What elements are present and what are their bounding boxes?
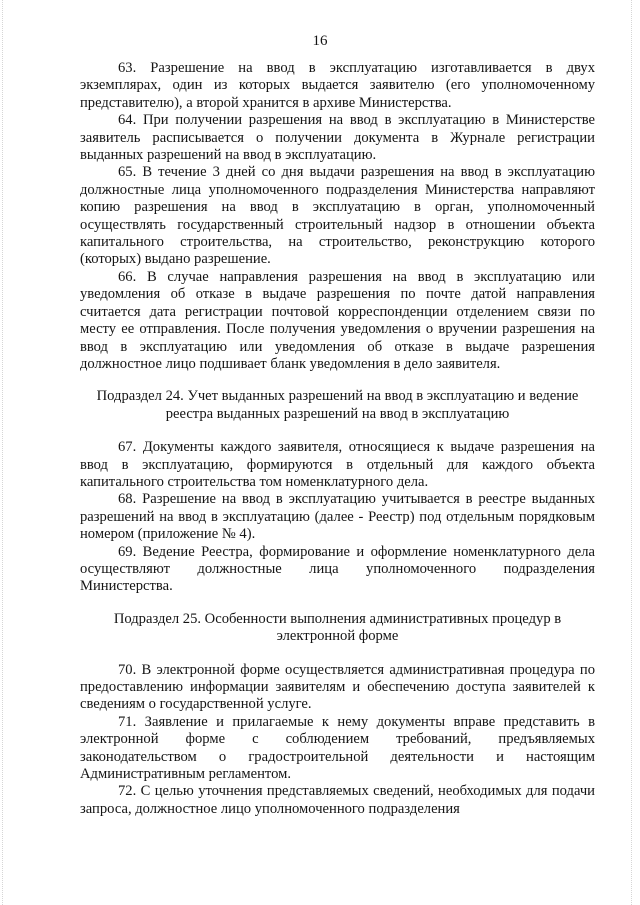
scan-edge-right xyxy=(631,0,634,905)
scan-edge-left xyxy=(2,0,5,905)
paragraph-69: 69. Ведение Реестра, формирование и оформление номенклатурного дела осуществляют должностные лица уполномоченного подразделения Министерства. xyxy=(80,543,595,595)
paragraph-72: 72. С целью уточнения представляемых сведений, необходимых для подачи запроса, должностное лицо уполномоченного подразделения xyxy=(80,783,595,817)
page-number: 16 xyxy=(312,33,328,49)
subsection-24-heading: Подраздел 24. Учет выданных разрешений на ввод в эксплуатацию и ведение реестра выданных разрешений на ввод в эксплуатацию xyxy=(96,388,579,422)
paragraph-68: 68. Разрешение на ввод в эксплуатацию учитывается в реестре выданных разрешений на ввод в эксплуатацию (далее - Реестр) под отдельным порядковым номером (приложение № 4). xyxy=(80,491,595,543)
paragraph-64: 64. При получении разрешения на ввод в эксплуатацию в Министерстве заявитель расписывается о получении документа в Журнале регистрации выданных разрешений на ввод в эксплуатацию. xyxy=(80,112,595,164)
paragraph-65: 65. В течение 3 дней со дня выдачи разрешения на ввод в эксплуатацию должностные лица уполномоченного подразделения Министерства направляют копию разрешения на ввод в эксплуатацию в орган, уполномоченный осуществлять государственный строительный надзор в отношении объекта капитального строительства, на строительство, реконструкцию которого (которых) выдано разрешение. xyxy=(80,164,595,268)
paragraph-67: 67. Документы каждого заявителя, относящиеся к выдаче разрешения на ввод в эксплуатацию, формируются в отдельный для каждого объекта капитального строительства том номенклатурного дела. xyxy=(80,439,595,490)
subsection-25-heading: Подраздел 25. Особенности выполнения административных процедур в электронной форме xyxy=(113,610,562,645)
paragraph-70: 70. В электронной форме осуществляется административная процедура по предоставлению информации заявителям и обеспечению доступа заявителей к сведениям о государственной услуге. xyxy=(80,661,595,713)
paragraph-71: 71. Заявление и прилагаемые к нему документы вправе представить в электронной форме с соблюдением требований, предъявляемых законодательством о градостроительной деятельности и настоящим Административным регламентом. xyxy=(80,713,595,783)
paragraph-66: 66. В случае направления разрешения на ввод в эксплуатацию или уведомления об отказе в выдаче разрешения по почте датой направления считается дата регистрации почтовой корреспонденции отделением связи по месту ее отправления. После получения уведомления о вручении разрешения на ввод в эксплуатацию или уведомления об отказе в выдаче разрешения должностное лицо подшивает бланк уведомления в дело заявителя. xyxy=(80,268,595,372)
paragraph-63: 63. Разрешение на ввод в эксплуатацию изготавливается в двух экземплярах, один из которых выдается заявителю (его уполномоченному представителю), а второй хранится в архиве Министерства. xyxy=(80,60,595,111)
document-body xyxy=(80,60,595,818)
